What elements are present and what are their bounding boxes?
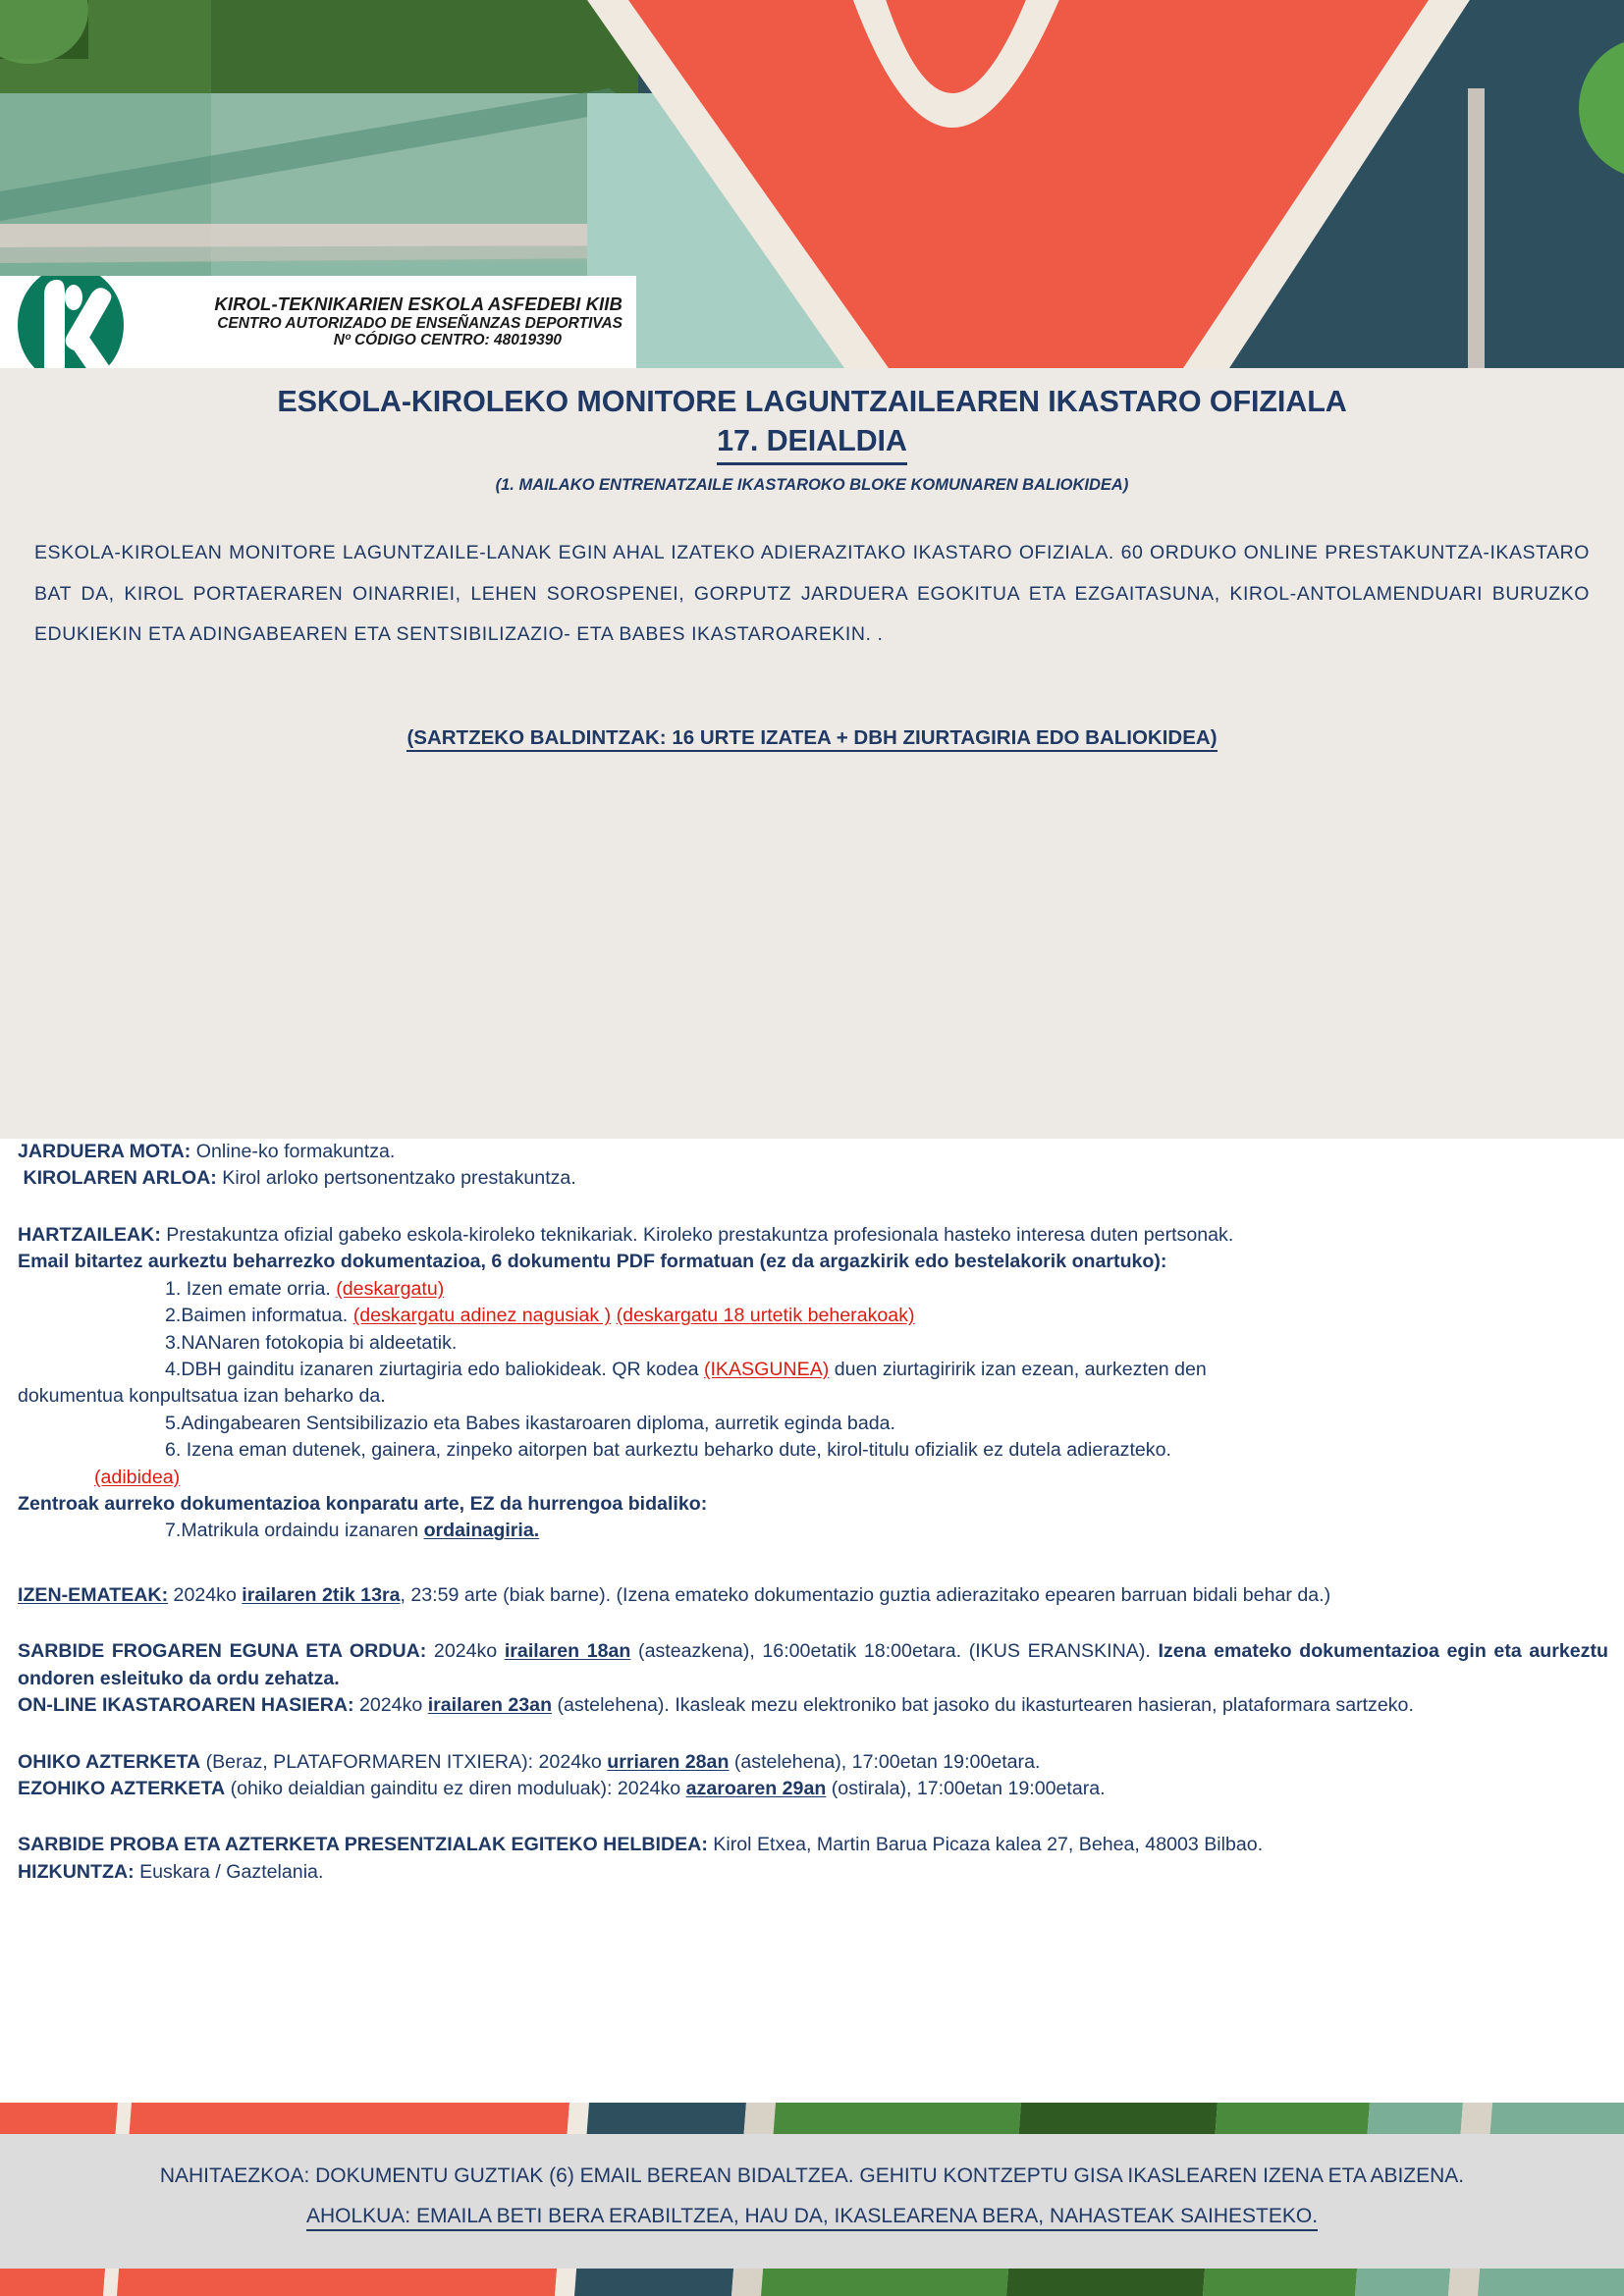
list-item-4 [18, 1357, 1608, 1383]
list-item-3: 3.NANaren fotokopia bi aldeetatik. [165, 1331, 458, 1354]
ohiko-azterketa-date: urriaren 28an [607, 1750, 730, 1773]
hartzaileak-label: HARTZAILEAK: [18, 1223, 161, 1246]
list-item-1 [18, 1276, 1608, 1303]
hartzaileak-value: Prestakuntza ofizial gabeko eskola-kiroleko teknikariak. Kiroleko prestakuntza profesionala hasteko interesa duten pertsonak. [160, 1223, 1234, 1246]
ohiko-azterketa-text-b: (astelehena), 17:00etan 19:00etara. [729, 1750, 1041, 1773]
ezohiko-azterketa-text-a: (ohiko deialdian gainditu ez diren moduluak): 2024ko [225, 1778, 686, 1800]
ikasgunea-link[interactable]: (IKASGUNEA) [703, 1358, 830, 1380]
list-item-6: 6. Izena eman dutenek, gainera, zinpeko aitorpen bat aurkeztu beharko dute, kirol-titulu ofizialik ez dutela adierazteko. [165, 1439, 1171, 1462]
ordainagiria-emphasis: ordainagiria. [423, 1520, 540, 1542]
kirolaren-arloa-row [18, 1165, 1608, 1192]
deskargatu-18-urtetik-beherakoak-link[interactable]: (deskargatu 18 urtetik beherakoak) [616, 1305, 915, 1327]
jarduera-mota-value: Online-ko formakuntza. [190, 1141, 396, 1162]
footer-note-line-2-text: AHOLKUA: EMAILA BETI BERA ERABILTZEA, HAU DA, IKASLEARENA BERA, NAHASTEAK SAIHESTEKO. [306, 2205, 1318, 2231]
requirements-note [0, 726, 1624, 750]
ohiko-azterketa-label: OHIKO AZTERKETA [18, 1750, 201, 1773]
deskargatu-link-1[interactable]: (deskargatu) [336, 1277, 445, 1300]
hizkuntza-row [18, 1859, 1608, 1886]
ezohiko-azterketa-label: EZOHIKO AZTERKETA [18, 1778, 226, 1800]
online-hasiera-text-b: (astelehena). Ikasleak mezu elektroniko bat jasoko du ikasturtearen hasieran, plataformara sartzeko. [552, 1694, 1414, 1717]
kirolaren-arloa-value: Kirol arloko pertsonentzako prestakuntza. [216, 1167, 576, 1190]
requirements-text: (SARTZEKO BALDINTZAK: 16 URTE IZATEA + DBH ZIURTAGIRIA EDO BALIOKIDEA) [406, 726, 1217, 752]
jarduera-mota-row [18, 1139, 1608, 1165]
logo-line-3: Nº CÓDIGO CENTRO: 48019390 [333, 332, 562, 349]
list-item-1-text: 1. Izen emate orria. [165, 1277, 337, 1300]
list-item-5: 5.Adingabearen Sentsibilizazio eta Babes ikastaroaren diploma, aurretik eginda bada. [165, 1412, 895, 1434]
kiib-k-logo-icon [12, 276, 137, 368]
hizkuntza-label: HIZKUNTZA: [18, 1860, 135, 1883]
logo-line-2: CENTRO AUTORIZADO DE ENSEÑANZAS DEPORTIVAS [217, 315, 623, 332]
zentroak-note: Zentroak aurreko dokumentazioa konparatu arte, EZ da hurrengoa bidaliko: [18, 1493, 708, 1516]
sarbide-frogaren-emphasis: Izena emateko dokumentazioa egin eta aurkeztu ondoren esleituko da ordu zehatza. [18, 1640, 1608, 1689]
list-item-7-text: 7.Matrikula ordaindu izanaren [165, 1520, 424, 1542]
intro-paragraph: ESKOLA-KIROLEAN MONITORE LAGUNTZAILE-LANAK EGIN AHAL IZATEKO ADIERAZITAKO IKASTARO OFIZIALA. 60 ORDUKO ONLINE PRESTAKUNTZA-IKASTARO BAT DA, KIROL PORTAERAREN OINARRIEI, LEHEN SOROSPENEI, GORPUTZ JARDUERA EGOKITUA ETA EZGAITASUNA, KIROL-ANTOLAMENDUARI BURUZKO EDUKIEKIN ETA ADINGABEAREN ETA SENTSIBILIZAZIO- ETA BABES IKASTAROAREKIN. . [34, 542, 1590, 646]
sarbide-frogaren-date: irailaren 18an [504, 1640, 631, 1663]
deskargatu-adinez-nagusiak-link[interactable]: (deskargatu adinez nagusiak ) [352, 1305, 612, 1327]
list-item-2 [18, 1303, 1608, 1329]
title-line-2: 17. DEIALDIA [717, 421, 907, 464]
izen-emateak-row [18, 1582, 1608, 1609]
ohiko-azterketa-text-a: (Beraz, PLATAFORMAREN ITXIERA): 2024ko [200, 1750, 608, 1773]
helbidea-label: SARBIDE PROBA ETA AZTERKETA PRESENTZIALAK EGITEKO HELBIDEA: [18, 1834, 708, 1856]
footer-note-line-2 [0, 2205, 1624, 2228]
list-item-2-text: 2.Baimen informatua. [165, 1305, 353, 1327]
online-hasiera-row [18, 1692, 1608, 1719]
ohiko-azterketa-row [18, 1749, 1608, 1776]
hizkuntza-value: Euskara / Gaztelania. [134, 1860, 324, 1883]
logo-line-1: KIROL-TEKNIKARIEN ESKOLA ASFEDEBI KIIB [214, 294, 623, 315]
online-hasiera-date: irailaren 23an [427, 1694, 553, 1717]
title-section [0, 368, 1624, 1141]
page-title [0, 382, 1624, 465]
body-section [0, 1139, 1624, 2106]
footer-note-strip [0, 2134, 1624, 2269]
list-item-4-text-b: duen ziurtagiririk izan ezean, aurkezten den [829, 1358, 1207, 1380]
sarbide-frogaren-text-a: 2024ko [426, 1640, 505, 1663]
adibidea-row [18, 1465, 1608, 1491]
izen-emateak-text-a: 2024ko [168, 1583, 243, 1606]
izen-emateak-dates: irailaren 2tik 13ra [242, 1583, 401, 1606]
sarbide-frogaren-label: SARBIDE FROGAREN EGUNA ETA ORDUA: [18, 1640, 427, 1663]
title-line-1: ESKOLA-KIROLEKO MONITORE LAGUNTZAILEAREN IKASTARO OFIZIALA [277, 385, 1347, 418]
footer-note-line-1: NAHITAEZKOA: DOKUMENTU GUZTIAK (6) EMAIL BEREAN BIDALTZEA. GEHITU KONTZEPTU GISA IKASLEAREN IZENA ETA ABIZENA. [159, 2164, 1465, 2187]
kirolaren-arloa-label: KIROLAREN ARLOA: [23, 1167, 217, 1190]
list-item-4-continuation: dokumentua konpultsatua izan beharko da. [18, 1385, 386, 1408]
sarbide-frogaren-row [18, 1638, 1608, 1692]
list-item-7 [18, 1518, 1608, 1544]
ezohiko-azterketa-text-b: (ostirala), 17:00etan 19:00etara. [826, 1778, 1106, 1800]
hartzaileak-row [18, 1222, 1608, 1249]
online-hasiera-text-a: 2024ko [353, 1694, 428, 1717]
izen-emateak-label: IZEN-EMATEAK: [18, 1583, 169, 1606]
kiib-k-logo-svg [12, 276, 137, 368]
ezohiko-azterketa-row [18, 1776, 1608, 1802]
page-subtitle: (1. MAILAKO ENTRENATZAILE IKASTAROKO BLOKE KOMUNAREN BALIOKIDEA) [495, 476, 1129, 494]
ezohiko-azterketa-date: azaroaren 29an [685, 1778, 827, 1800]
jarduera-mota-label: JARDUERA MOTA: [18, 1141, 191, 1162]
helbidea-value: Kirol Etxea, Martin Barua Picaza kalea 27, Behea, 48003 Bilbao. [707, 1834, 1264, 1856]
online-hasiera-label: ON-LINE IKASTAROAREN HASIERA: [18, 1694, 354, 1717]
list-item-4-text-a: 4.DBH gainditu izanaren ziurtagiria edo baliokideak. QR kodea [165, 1358, 704, 1380]
adibidea-link[interactable]: (adibidea) [94, 1466, 181, 1488]
institution-logo-block [0, 276, 636, 368]
izen-emateak-text-b: , 23:59 arte (biak barne). (Izena emateko dokumentazio guztia adierazitako epearen barruan bidali behar da.) [400, 1583, 1331, 1606]
header-banner-image [0, 0, 1624, 368]
helbidea-row [18, 1832, 1608, 1858]
sarbide-frogaren-text-b: (asteazkena), 16:00etatik 18:00etara. (IKUS ERANSKINA). [630, 1640, 1159, 1663]
email-instructions: Email bitartez aurkeztu beharrezko dokumentazioa, 6 dokumentu PDF formatuan (ez da argazkirik edo bestelakorik onartuko): [18, 1251, 1167, 1273]
